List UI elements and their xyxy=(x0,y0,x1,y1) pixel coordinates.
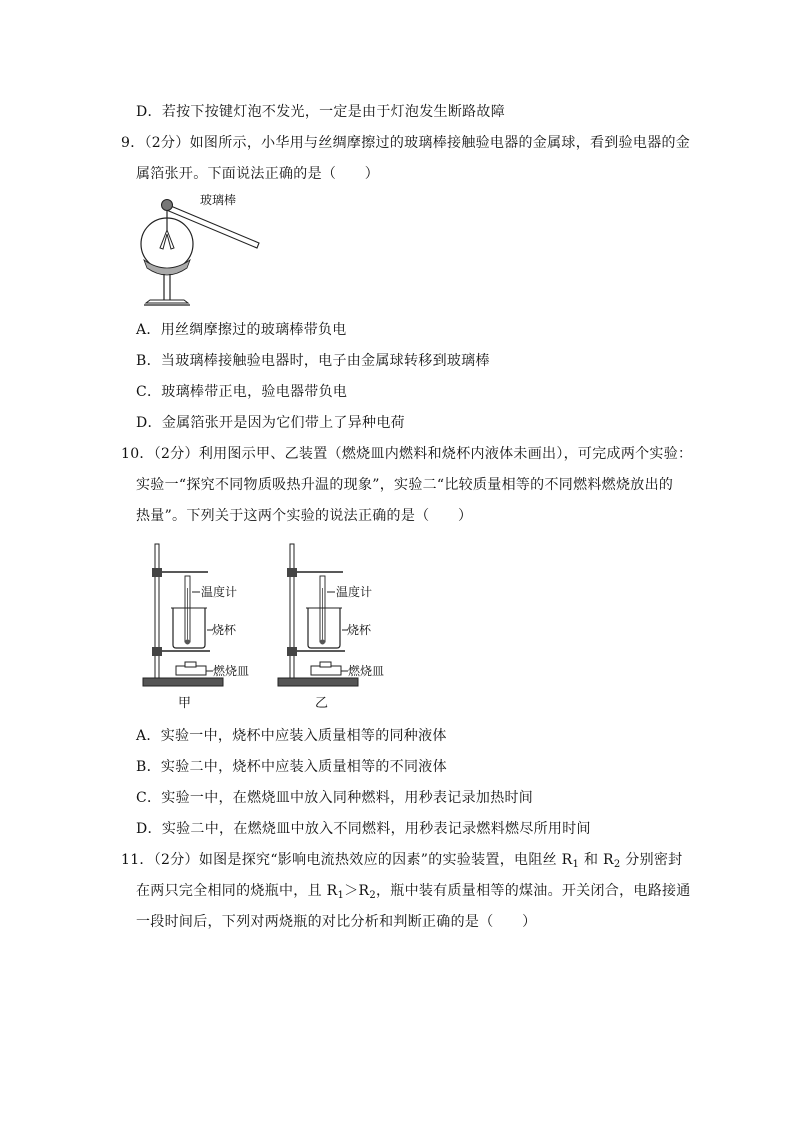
q10-stem-line3: 热量”。下列关于这两个实验的说法正确的是（ ） xyxy=(136,508,473,524)
q11-text: ＞R xyxy=(344,883,370,899)
subscript: 2 xyxy=(613,859,621,870)
burner-dish-label: 燃烧皿 xyxy=(213,664,250,678)
q9-option-d: D．金属箔张开是因为它们带上了异种电荷 xyxy=(136,415,405,431)
metal-leaf-left xyxy=(160,230,167,249)
q10-option-b: B．实验二中，烧杯中应装入质量相等的不同液体 xyxy=(136,759,447,775)
metal-leaf-right xyxy=(167,230,174,249)
caption-jia: 甲 xyxy=(178,696,192,710)
q9-option-b: B．当玻璃棒接触验电器时，电子由金属球转移到玻璃棒 xyxy=(136,353,490,369)
beaker-label: 烧杯 xyxy=(212,623,237,637)
q9-option-a: A．用丝绸摩擦过的玻璃棒带负电 xyxy=(136,322,347,338)
q11-stem-line3: 一段时间后，下列对两烧瓶的对比分析和判断正确的是（ ） xyxy=(136,914,537,930)
thermometer-label: 温度计 xyxy=(336,585,373,599)
apparatus-yi xyxy=(275,540,395,714)
apparatus-jia xyxy=(140,540,260,714)
electroscope-figure xyxy=(140,188,265,317)
q9-stem-line2: 属箔张开。下面说法正确的是（ ） xyxy=(136,166,380,182)
q11-stem-line1 xyxy=(121,850,682,875)
burner-dish-label: 燃烧皿 xyxy=(348,664,385,678)
subscript: 1 xyxy=(572,859,580,870)
q11-text: 分别密封 xyxy=(620,852,683,868)
q11-text: ，瓶中装有质量相等的煤油。开关闭合，电路接通 xyxy=(376,883,691,899)
q11-text: 在两只完全相同的烧瓶中，且 R xyxy=(136,883,338,899)
subscript: 2 xyxy=(369,890,376,901)
stand-base xyxy=(278,678,358,686)
q9-option-c: C．玻璃棒带正电，验电器带负电 xyxy=(136,384,348,400)
q10-stem-line1: 10．（2分）利用图示甲、乙装置（燃烧皿内燃料和烧杯内液体未画出），可完成两个实验： xyxy=(121,446,693,462)
caption-yi: 乙 xyxy=(315,696,329,710)
subscript: 1 xyxy=(337,890,345,901)
glass-rod xyxy=(164,204,259,248)
stand-base xyxy=(143,678,223,686)
q10-option-d: D．实验二中，在燃烧皿中放入不同燃料，用秒表记录燃料燃尽所用时间 xyxy=(136,821,591,837)
q8-option-d: D．若按下按键灯泡不发光，一定是由于灯泡发生断路故障 xyxy=(136,104,506,120)
q10-option-c: C．实验一中，在燃烧皿中放入同种燃料，用秒表记录加热时间 xyxy=(136,790,534,806)
q10-option-a: A．实验一中，烧杯中应装入质量相等的同种液体 xyxy=(136,728,447,744)
thermometer-label: 温度计 xyxy=(201,585,238,599)
q11-stem-line2 xyxy=(136,881,691,906)
q11-text: 和 R xyxy=(579,852,614,868)
metal-ball xyxy=(162,200,173,211)
q11-text: 11．（2分）如图是探究“影响电流热效应的因素”的实验装置，电阻丝 R xyxy=(121,852,573,868)
beaker-label: 烧杯 xyxy=(347,623,372,637)
glass-rod-label: 玻璃棒 xyxy=(200,193,237,207)
q9-stem-line1: 9．（2分）如图所示，小华用与丝绸摩擦过的玻璃棒接触验电器的金属球，看到验电器的金 xyxy=(121,135,691,151)
q10-stem-line2: 实验一“探究不同物质吸热升温的现象”，实验二“比较质量相等的不同燃料燃烧放出的 xyxy=(136,477,674,493)
